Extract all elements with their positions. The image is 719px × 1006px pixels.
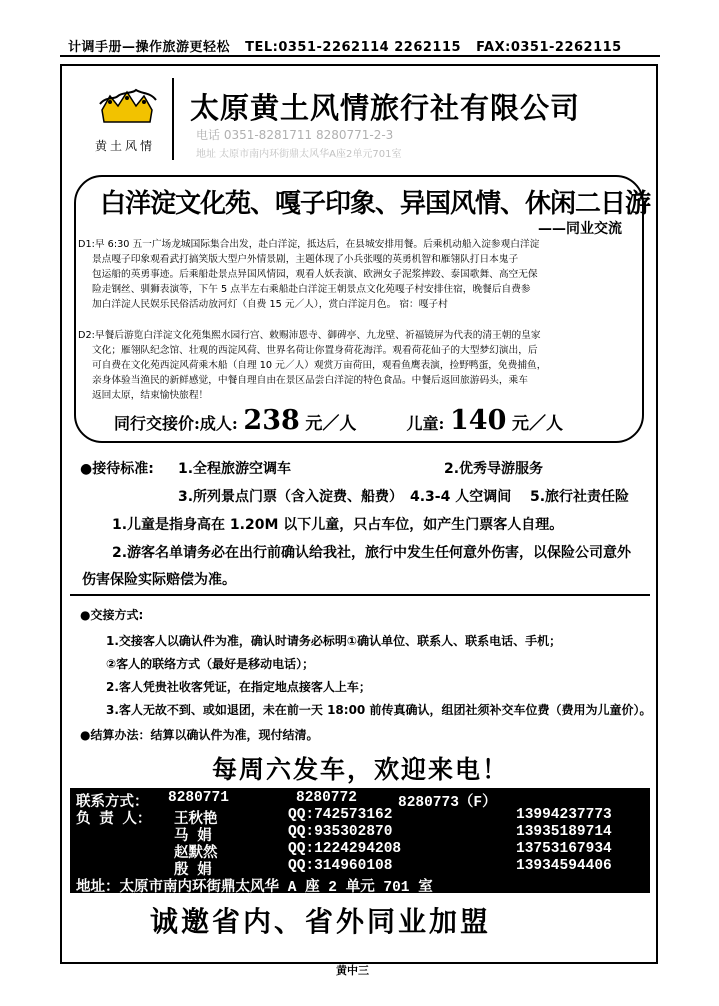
- standard-item: 2.优秀导游服务: [444, 461, 544, 477]
- manager-qq: QQ:1224294208: [288, 841, 402, 857]
- handover-line: 3.客人无故不到、或如退团，未在前一天 18:00 前传真确认，组团社须补交车位费（费用为儿童价）。: [106, 703, 652, 717]
- departure-banner: 每周六发车，欢迎来电！: [212, 755, 510, 784]
- manager-mobile: 13753167934: [516, 841, 612, 857]
- contact-phone: 8280771: [168, 790, 229, 806]
- adult-price: 238: [243, 405, 300, 436]
- child-price-unit: 元／人: [511, 414, 563, 434]
- manager-name: 王秋艳: [174, 812, 218, 828]
- day1-label: D1:: [78, 239, 95, 250]
- standard-item: 1.全程旅游空调车: [178, 461, 292, 477]
- day1-line: 景点嘎子印象观看武打搞笑版大型户外情景剧，主题体现了小兵张嘎的英勇机智和雁翎队打日本鬼子: [92, 254, 519, 265]
- day2-line: 文化；雁翎队纪念馆、壮观的西淀风荷、世界名荷让你置身荷花海洋。观看荷花仙子的大型梦幻演出，后: [92, 345, 538, 356]
- company-faded-address: 地址 太原市南内环街鼎太风华A座2单元701室: [196, 149, 402, 160]
- handover-line: 2.客人凭贵社收客凭证，在指定地点接客人上车；: [106, 680, 371, 694]
- day2-line: 早餐后游览白洋淀文化苑集熙水园行宫、敕赐沛恩寺、御碑亭、九龙壁、祈福镜屏为代表的清王朝的皇家: [94, 330, 541, 341]
- manager-label: 负 责 人：: [76, 812, 152, 828]
- tour-title: 白洋淀文化苑、嘎子印象、异国风情、休闲二日游: [100, 189, 651, 219]
- itinerary-day2: [78, 328, 638, 403]
- manager-qq: QQ:935302870: [288, 824, 393, 840]
- child-price-label: 儿童:: [406, 414, 445, 433]
- day2-line: 返回太原，结束愉快旅程！: [92, 390, 209, 401]
- tour-subtitle: ——同业交流: [538, 221, 622, 237]
- standards-label: ●接待标准:: [80, 461, 154, 477]
- logo-divider: [172, 78, 174, 160]
- settlement-method: ●结算办法：结算以确认件为准，现付结清。: [80, 728, 319, 742]
- day1-line: 早 6:30 五一广场龙城国际集合出发，赴白洋淀，抵达后，在县城安排用餐。后乘机动船入淀参观白洋淀: [94, 239, 540, 250]
- invitation-slogan: 诚邀省内、省外同业加盟: [150, 905, 492, 938]
- manager-name: 殷 娟: [174, 863, 212, 879]
- note-insurance: 2.游客名单请务必在出行前确认给我社，旅行中发生任何意外伤害，以保险公司意外伤害保险实际赔偿为准。: [82, 545, 632, 588]
- company-name: 太原黄土风情旅行社有限公司: [190, 91, 581, 125]
- day1-line: 加白洋淀人民娱乐民俗活动放河灯（自费 15 元／人），赏白洋淀月色。 宿：嘎子村: [92, 299, 448, 310]
- header-line: [68, 36, 652, 55]
- child-price: 140: [450, 405, 507, 436]
- standard-item: 5.旅行社责任险: [530, 489, 630, 505]
- header-tagline: 计调手册—操作旅游更轻松: [68, 40, 231, 55]
- contact-block: [70, 788, 650, 896]
- header-tel: 0351-2262114 2262115: [278, 40, 462, 55]
- adult-price-unit: 元／人: [305, 414, 357, 434]
- contact-phone: 8280773（F）: [398, 795, 497, 811]
- price-line: [114, 405, 563, 436]
- logo-text: 黄土风情: [95, 139, 156, 153]
- section-divider: [70, 594, 650, 596]
- contact-phone: 8280772: [296, 790, 357, 806]
- price-label: 同行交接价:成人:: [114, 414, 238, 433]
- handover-label: ●交接方式:: [80, 608, 144, 622]
- manager-name: 赵默然: [174, 846, 218, 862]
- itinerary-day1: [78, 237, 638, 312]
- contact-address: 地址：太原市南内环街鼎太风华 A 座 2 单元 701 室: [76, 880, 433, 896]
- header-rule: [60, 55, 660, 57]
- day1-line: 包运船的英勇事迹。后乘船赴景点异国风情园，观看人妖表演、欧洲女子泥浆摔跤、泰国歌舞、高空无保: [92, 269, 538, 280]
- day2-label: D2:: [78, 330, 95, 341]
- day1-line: 险走钢丝、驯狮表演等，下午 5 点半左右乘船赴白洋淀王朝景点文化苑嘎子村安排住宿，晚餐后自费参: [92, 284, 531, 295]
- standard-item: 3.所列景点门票（含入淀费、船费）: [178, 489, 404, 505]
- manager-mobile: 13935189714: [516, 824, 612, 840]
- company-faded-phone: 电话 0351-8281711 8280771-2-3: [196, 128, 394, 142]
- manager-qq: QQ:314960108: [288, 858, 393, 874]
- handover-line: ②客人的联络方式（最好是移动电话）；: [106, 657, 315, 671]
- manager-name: 马 娟: [174, 829, 212, 845]
- handover-line: 1.交接客人以确认件为准，确认时请务必标明①确认单位、联系人、联系电话、手机；: [106, 634, 562, 648]
- manager-qq: QQ:742573162: [288, 807, 393, 823]
- manager-mobile: 13934594406: [516, 858, 612, 874]
- day2-line: 亲身体验当渔民的新鲜感觉，中餐自理自由在景区品尝白洋淀的特色食品。中餐后返回旅游码头，乘车: [92, 375, 528, 386]
- header-tel-label: TEL:: [245, 40, 279, 55]
- page-number: 黄中三: [336, 964, 369, 977]
- day2-line: 可自费在文化苑西淀风荷乘木船（自理 10 元／人）观赏万亩荷田，观看鱼鹰表演，捡野鸭蛋，免费捕鱼，: [92, 360, 547, 371]
- header-fax: 0351-2262115: [510, 40, 622, 55]
- standard-item: 4.3-4 人空调间: [410, 489, 512, 505]
- note-children: 1.儿童是指身高在 1.20M 以下儿童，只占车位，如产生门票客人自理。: [112, 517, 564, 533]
- manager-mobile: 13994237773: [516, 807, 612, 823]
- contact-phone-label: 联系方式：: [76, 795, 149, 811]
- header-fax-label: FAX:: [476, 40, 511, 55]
